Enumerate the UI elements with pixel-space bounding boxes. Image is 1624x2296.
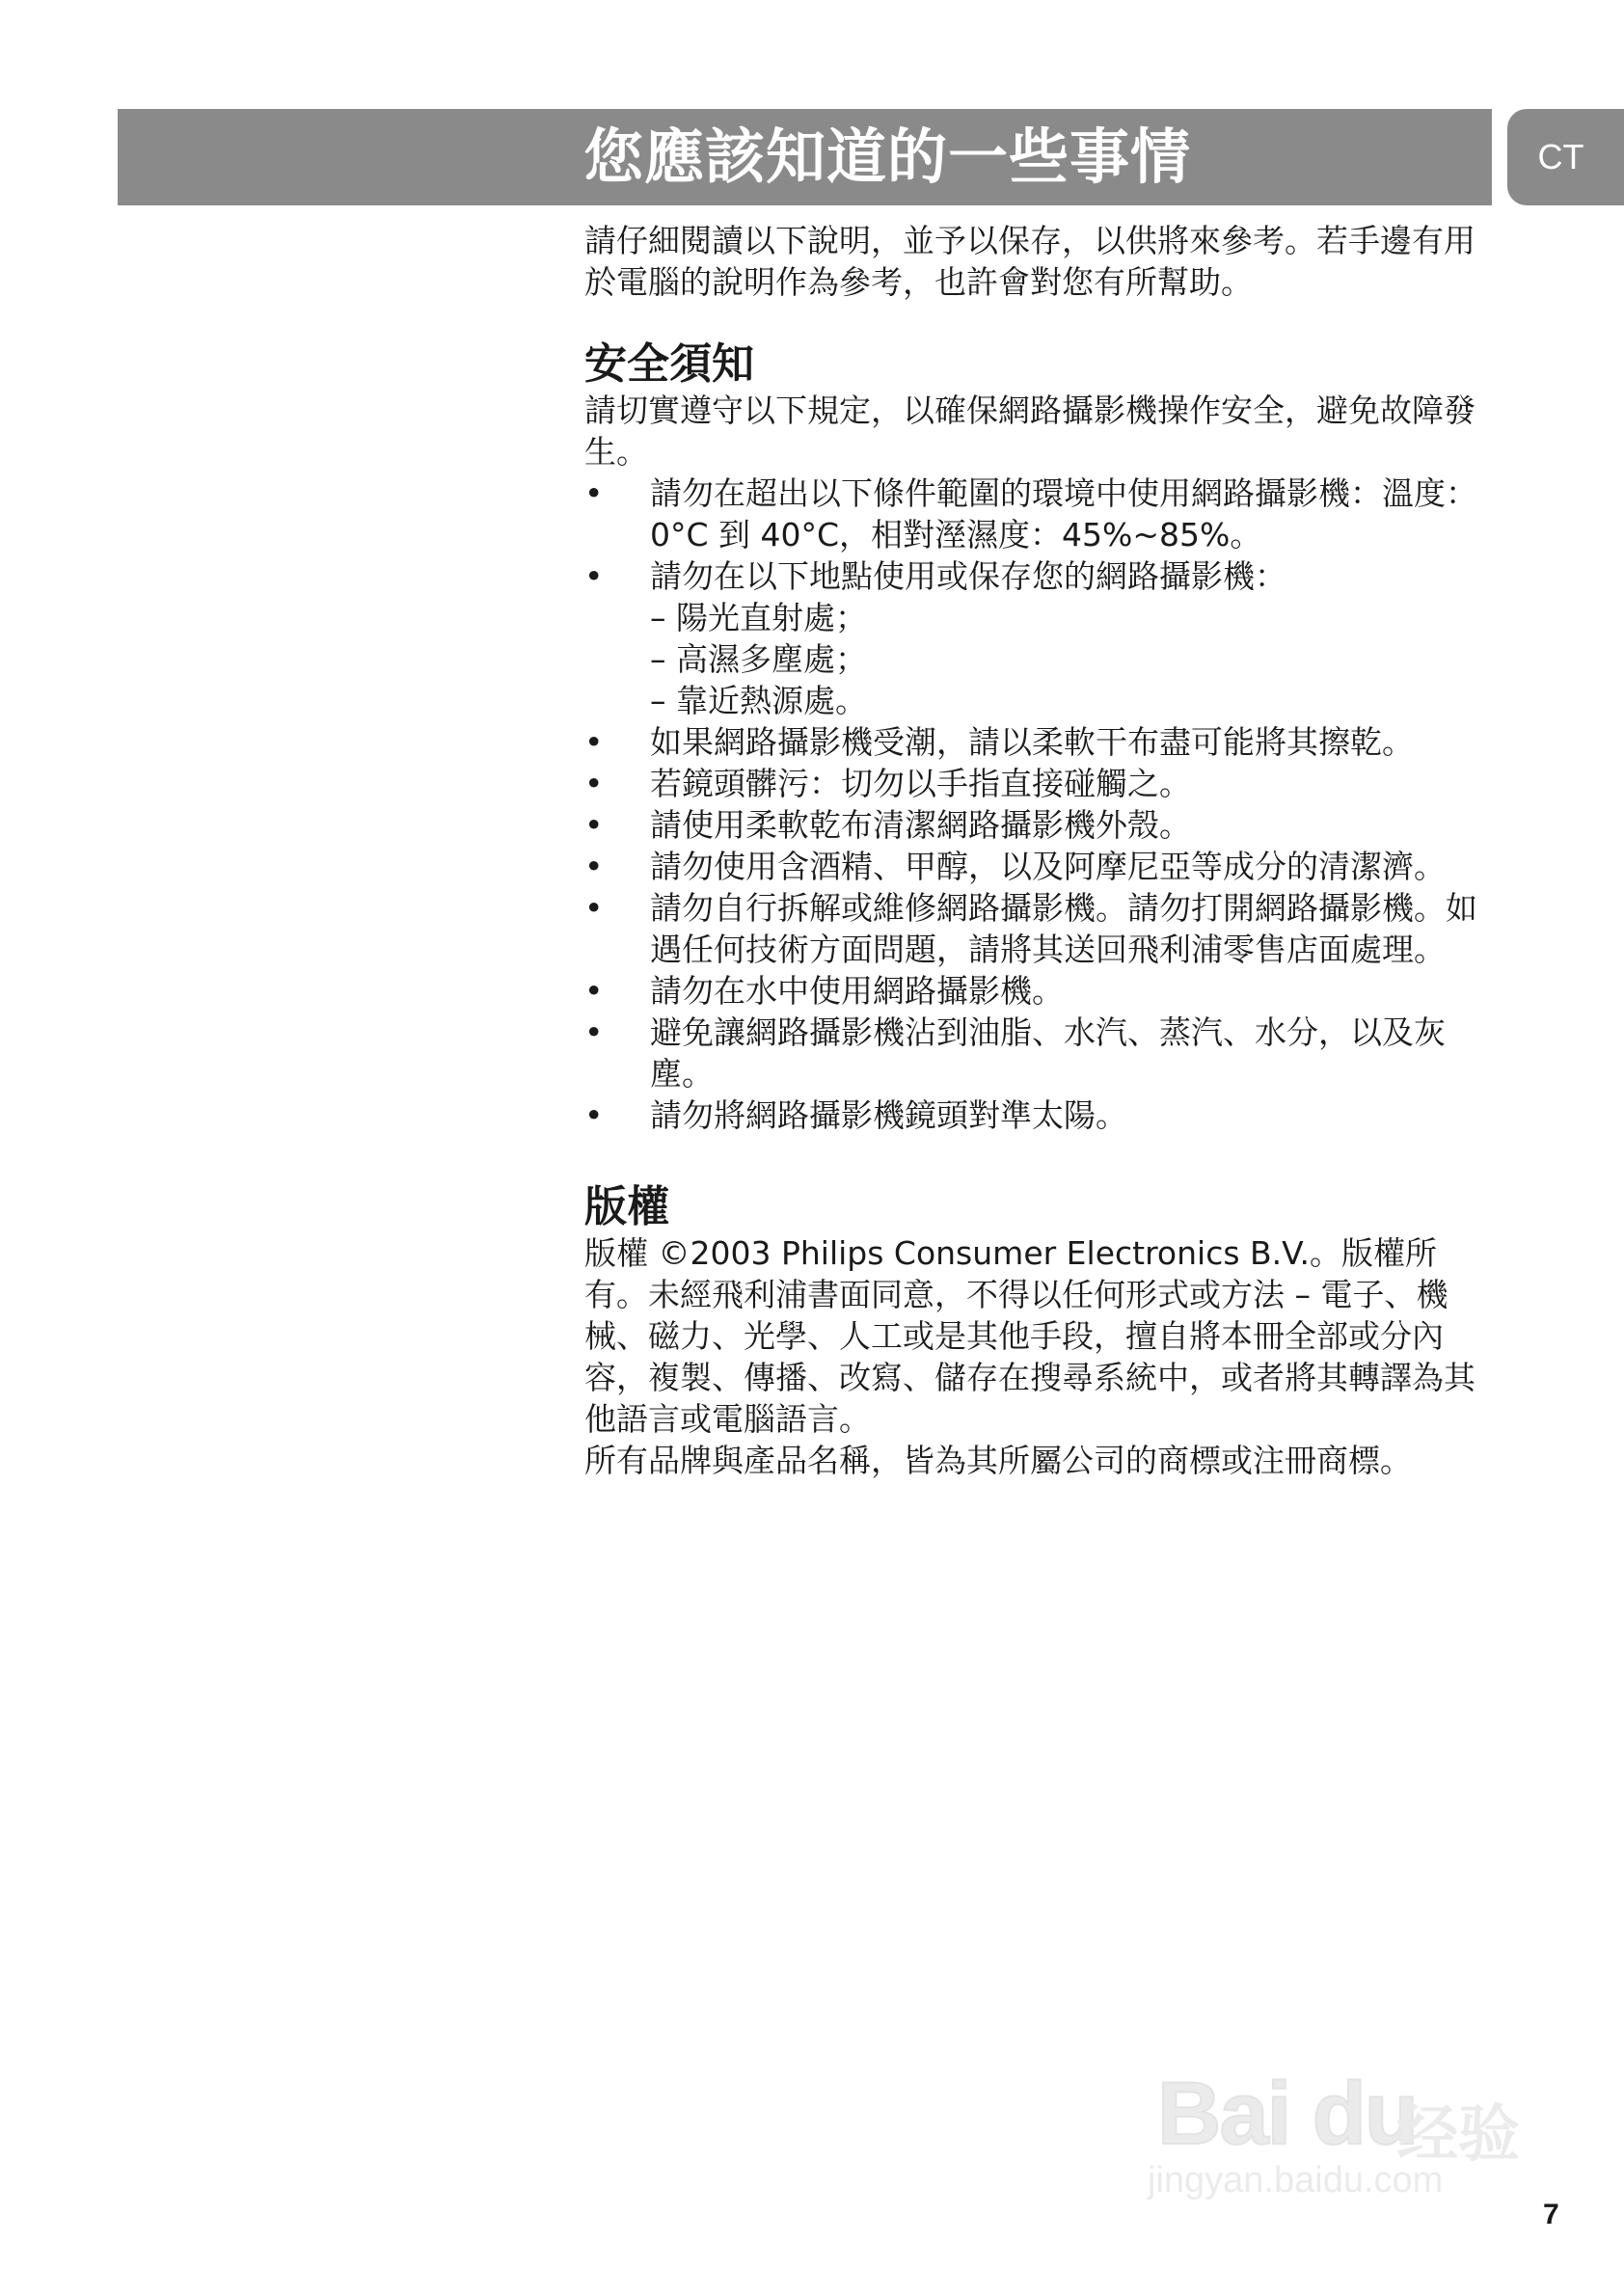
list-item <box>584 887 1495 970</box>
language-tab: CT <box>1507 109 1624 205</box>
list-item <box>584 804 1495 846</box>
page-title: 您應該知道的一些事情 <box>583 122 1192 192</box>
bullet-icon: • <box>584 889 604 927</box>
bullet-icon: • <box>584 848 604 885</box>
sub-item: – 高濕多塵處； <box>650 640 867 678</box>
bullet-icon: • <box>584 972 604 1010</box>
list-item <box>584 473 1495 555</box>
list-item <box>584 846 1495 887</box>
bullet-icon: • <box>584 1096 604 1134</box>
bullet-icon: • <box>584 557 604 595</box>
list-item-text: 請勿自行拆解或維修網路攝影機。請勿打開網路攝影機。如遇任何技術方面問題，請將其送回飛利浦零售店面處理。 <box>650 889 1477 968</box>
watermark-url: jingyan.baidu.com <box>1148 2160 1444 2201</box>
list-item-text: 避免讓網路攝影機沾到油脂、水汽、蒸汽、水分，以及灰塵。 <box>650 1013 1446 1093</box>
bullet-icon: • <box>584 723 604 761</box>
trademark-notice: 所有品牌與產品名稱，皆為其所屬公司的商標或注冊商標。 <box>584 1442 1412 1479</box>
list-item <box>584 721 1495 763</box>
list-item-text: 請使用柔軟乾布清潔網路攝影機外殼。 <box>650 806 1191 844</box>
list-item <box>584 970 1495 1012</box>
bullet-icon: • <box>584 806 604 844</box>
sub-item: – 靠近熱源處。 <box>650 682 867 719</box>
safety-list <box>584 473 1495 1136</box>
baidu-watermark <box>1138 2064 1543 2208</box>
main-content <box>584 220 1495 1481</box>
list-item <box>584 763 1495 804</box>
copyright-heading: 版權 <box>584 1182 669 1231</box>
watermark-cn: 经验 <box>1396 2099 1520 2171</box>
bullet-icon: • <box>584 474 604 512</box>
list-item-text: 若鏡頭髒污：切勿以手指直接碰觸之。 <box>650 765 1191 802</box>
safety-heading: 安全須知 <box>584 339 754 389</box>
sub-item: – 陽光直射處； <box>650 599 867 636</box>
page-number: 7 <box>1543 2199 1559 2230</box>
list-item-text: 請勿在水中使用網路攝影機。 <box>650 972 1064 1010</box>
intro-paragraph: 請仔細閱讀以下說明，並予以保存，以供將來參考。若手邊有用於電腦的說明作為參考，也許會對您有所幫助。 <box>584 222 1475 301</box>
list-item-text: 請勿將網路攝影機鏡頭對準太陽。 <box>650 1096 1127 1134</box>
list-item-text: 請勿使用含酒精、甲醇，以及阿摩尼亞等成分的清潔濟。 <box>650 848 1446 885</box>
list-item <box>584 1012 1495 1094</box>
list-item <box>584 1094 1495 1136</box>
list-item-text: 如果網路攝影機受潮，請以柔軟干布盡可能將其擦乾。 <box>650 723 1414 761</box>
list-item-text: 請勿在超出以下條件範圍的環境中使用網路攝影機：溫度：0°C 到 40°C，相對溼濕度：45%~85%。 <box>650 474 1477 554</box>
copyright-body: 版權 ©2003 Philips Consumer Electronics B.V.。版權所有。未經飛利浦書面同意，不得以任何形式或方法 – 電子、機械、磁力、光學、人工或是其他手段，擅自將本冊全部或分內容，複製、傳播、改寫、儲存在搜尋系統中，或者將其轉譯為其他語言或電腦語言。 <box>584 1234 1475 1438</box>
list-item-text: 請勿在以下地點使用或保存您的網路攝影機： <box>650 557 1286 595</box>
watermark-brand: Bai du <box>1157 2065 1418 2163</box>
safety-lead: 請切實遵守以下規定，以確保網路攝影機操作安全，避免故障發生。 <box>584 392 1475 471</box>
bullet-icon: • <box>584 765 604 802</box>
list-item <box>584 555 1495 721</box>
bullet-icon: • <box>584 1013 604 1051</box>
